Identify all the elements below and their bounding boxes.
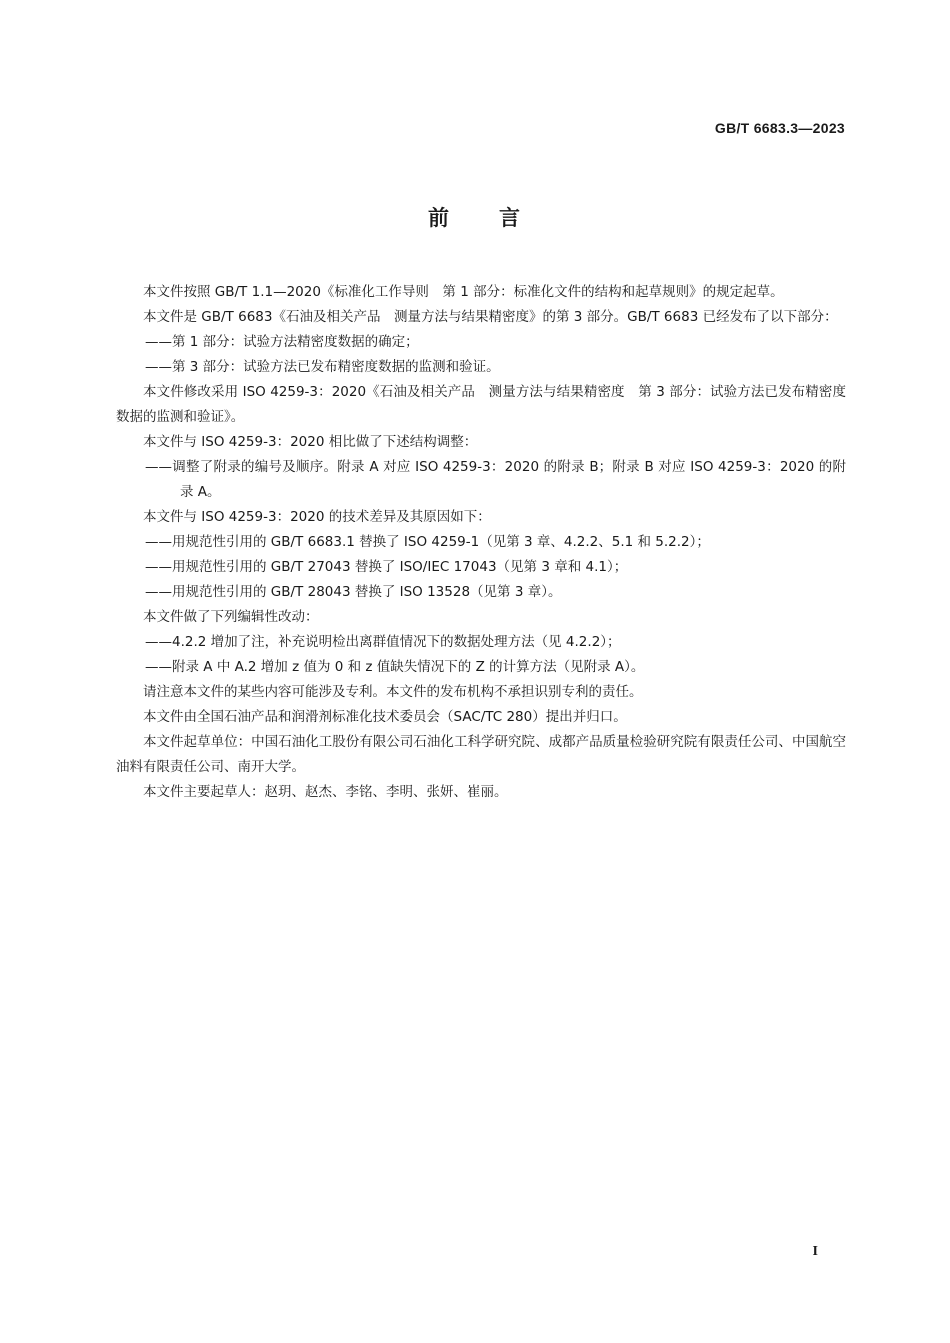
paragraph: 本文件是 GB/T 6683《石油及相关产品 测量方法与结果精密度》的第 3 部分。GB/T 6683 已经发布了以下部分： — [143, 309, 838, 325]
standard-code: GB/T 6683.3—2023 — [714, 120, 845, 136]
list-item: ——用规范性引用的 GB/T 27043 替换了 ISO/IEC 17043（见第 3 章和 4.1）； — [145, 559, 628, 575]
page-number: I — [812, 1244, 818, 1259]
foreword-body — [116, 280, 846, 805]
paragraph: 本文件与 ISO 4259-3：2020 的技术差异及其原因如下： — [143, 509, 491, 525]
list-item: ——用规范性引用的 GB/T 6683.1 替换了 ISO 4259-1（见第 3 章、4.2.2、5.1 和 5.2.2）； — [145, 534, 710, 550]
list-item: ——用规范性引用的 GB/T 28043 替换了 ISO 13528（见第 3 章）。 — [145, 584, 562, 600]
list-item: ——第 3 部分：试验方法已发布精密度数据的监测和验证。 — [145, 359, 500, 375]
page-title-char-1: 前 — [428, 206, 451, 230]
list-item: ——4.2.2 增加了注，补充说明检出离群值情况下的数据处理方法（见 4.2.2）； — [145, 634, 621, 650]
list-item: ——附录 A 中 A.2 增加 z 值为 0 和 z 值缺失情况下的 Z 的计算方法（见附录 A）。 — [145, 659, 645, 675]
paragraph: 本文件由全国石油产品和润滑剂标准化技术委员会（SAC/TC 280）提出并归口。 — [143, 709, 627, 725]
paragraph: 请注意本文件的某些内容可能涉及专利。本文件的发布机构不承担识别专利的责任。 — [143, 684, 643, 700]
page-title-char-2: 言 — [499, 206, 522, 230]
list-item: ——调整了附录的编号及顺序。附录 A 对应 ISO 4259-3：2020 的附录 B；附录 B 对应 ISO 4259-3：2020 的附录 A。 — [145, 459, 846, 500]
paragraph: 本文件按照 GB/T 1.1—2020《标准化工作导则 第 1 部分：标准化文件的结构和起草规则》的规定起草。 — [143, 284, 784, 300]
paragraph: 本文件做了下列编辑性改动： — [143, 609, 319, 625]
paragraph: 本文件起草单位：中国石油化工股份有限公司石油化工科学研究院、成都产品质量检验研究院有限责任公司、中国航空油料有限责任公司、南开大学。 — [116, 734, 846, 775]
paragraph: 本文件修改采用 ISO 4259-3：2020《石油及相关产品 测量方法与结果精密度 第 3 部分：试验方法已发布精密度数据的监测和验证》。 — [116, 384, 846, 425]
list-item: ——第 1 部分：试验方法精密度数据的确定； — [145, 334, 419, 350]
paragraph: 本文件主要起草人：赵玥、赵杰、李铭、李明、张妍、崔丽。 — [143, 784, 508, 800]
paragraph: 本文件与 ISO 4259-3：2020 相比做了下述结构调整： — [143, 434, 478, 450]
page-title — [0, 202, 950, 232]
